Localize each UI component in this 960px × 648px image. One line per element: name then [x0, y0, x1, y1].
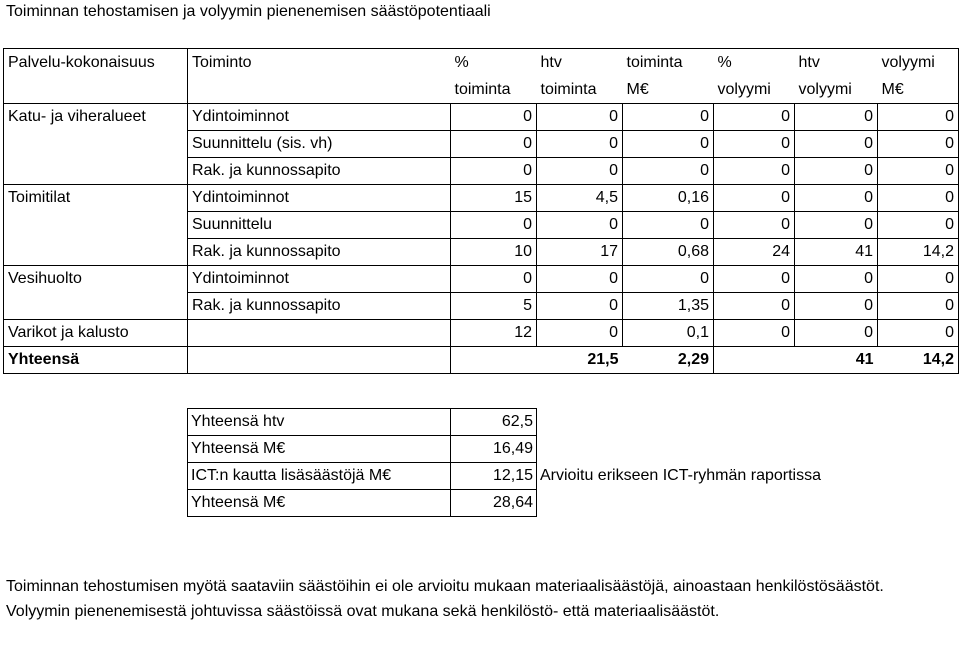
value-cell: 0 [623, 158, 714, 185]
summary-row [188, 409, 897, 436]
summary-note [537, 409, 897, 436]
value-cell: 0 [537, 212, 623, 239]
total-cell: 2,29 [623, 347, 714, 374]
summary-label: Yhteensä M€ [188, 436, 451, 463]
service-area-cell: Toimitilat [4, 185, 188, 212]
total-cell [714, 347, 795, 374]
value-cell: 0 [878, 104, 959, 131]
table-row [4, 239, 959, 266]
table-header-row [4, 49, 959, 77]
value-cell: 0 [878, 158, 959, 185]
value-cell: 0 [878, 212, 959, 239]
total-cell [188, 347, 451, 374]
total-cell [451, 347, 537, 374]
table-row [4, 104, 959, 131]
value-cell: 14,2 [878, 239, 959, 266]
summary-row [188, 463, 897, 490]
service-area-cell: Varikot ja kalusto [4, 320, 188, 347]
summary-note [537, 436, 897, 463]
value-cell: 0 [714, 185, 795, 212]
footnote: Toiminnan tehostumisen myötä saataviin säästöihin ei ole arvioitu mukaan materiaalisäästöjä, ainoastaan henkilöstösäästöt. Volyymin pienenemisestä johtuvissa säästöissä ovat mukana sekä henkilöstö- että materiaalisäästöt. [6, 578, 884, 620]
value-cell: 0 [878, 131, 959, 158]
value-cell: 0,1 [623, 320, 714, 347]
value-cell: 0 [537, 158, 623, 185]
summary-value: 62,5 [451, 409, 537, 436]
function-cell: Suunnittelu (sis. vh) [188, 131, 451, 158]
function-cell: Ydintoiminnot [188, 185, 451, 212]
column-header [188, 76, 451, 104]
function-cell: Rak. ja kunnossapito [188, 158, 451, 185]
column-header: Toiminto [188, 49, 451, 77]
service-area-cell [4, 212, 188, 239]
value-cell: 0 [714, 158, 795, 185]
table-row [4, 185, 959, 212]
value-cell: 0 [795, 185, 878, 212]
column-header: htv [795, 49, 878, 77]
column-header: % [714, 49, 795, 77]
column-header: toiminta [537, 76, 623, 104]
value-cell: 0,16 [623, 185, 714, 212]
column-header: volyymi [714, 76, 795, 104]
function-cell: Suunnittelu [188, 212, 451, 239]
value-cell: 0 [537, 266, 623, 293]
value-cell: 0,68 [623, 239, 714, 266]
service-area-cell [4, 158, 188, 185]
value-cell: 0 [451, 266, 537, 293]
table-header-row [4, 76, 959, 104]
value-cell: 0 [451, 131, 537, 158]
value-cell: 15 [451, 185, 537, 212]
value-cell: 0 [623, 104, 714, 131]
column-header [4, 76, 188, 104]
total-cell: 21,5 [537, 347, 623, 374]
value-cell: 0 [878, 293, 959, 320]
value-cell: 0 [451, 212, 537, 239]
table-row [4, 212, 959, 239]
column-header: M€ [623, 76, 714, 104]
summary-note [537, 490, 897, 517]
value-cell: 12 [451, 320, 537, 347]
value-cell: 0 [714, 293, 795, 320]
function-cell [188, 320, 451, 347]
value-cell: 0 [623, 212, 714, 239]
summary-table [187, 408, 897, 517]
value-cell: 0 [795, 212, 878, 239]
function-cell: Rak. ja kunnossapito [188, 239, 451, 266]
value-cell: 0 [795, 158, 878, 185]
summary-value: 12,15 [451, 463, 537, 490]
value-cell: 5 [451, 293, 537, 320]
value-cell: 0 [714, 212, 795, 239]
value-cell: 1,35 [623, 293, 714, 320]
summary-label: Yhteensä htv [188, 409, 451, 436]
function-cell: Rak. ja kunnossapito [188, 293, 451, 320]
value-cell: 0 [537, 131, 623, 158]
value-cell: 0 [878, 320, 959, 347]
value-cell: 0 [537, 104, 623, 131]
value-cell: 0 [714, 320, 795, 347]
value-cell: 0 [878, 185, 959, 212]
table-row [4, 293, 959, 320]
service-area-cell: Vesihuolto [4, 266, 188, 293]
column-header: M€ [878, 76, 959, 104]
value-cell: 4,5 [537, 185, 623, 212]
page-title: Toiminnan tehostamisen ja volyymin pienenemisen säästöpotentiaali [6, 3, 491, 20]
table-row [4, 131, 959, 158]
value-cell: 0 [795, 104, 878, 131]
total-cell: 41 [795, 347, 878, 374]
value-cell: 41 [795, 239, 878, 266]
summary-note: Arvioitu erikseen ICT-ryhmän raportissa [540, 467, 821, 484]
service-area-cell [4, 131, 188, 158]
table-row [4, 320, 959, 347]
summary-value: 16,49 [451, 436, 537, 463]
function-cell: Ydintoiminnot [188, 266, 451, 293]
column-header: Palvelu-kokonaisuus [4, 49, 188, 77]
value-cell: 0 [878, 266, 959, 293]
service-area-cell: Katu- ja viheralueet [4, 104, 188, 131]
summary-row [188, 436, 897, 463]
total-cell: Yhteensä [4, 347, 188, 374]
value-cell: 17 [537, 239, 623, 266]
column-header: volyymi [878, 49, 959, 77]
column-header: volyymi [795, 76, 878, 104]
value-cell: 10 [451, 239, 537, 266]
value-cell: 0 [714, 131, 795, 158]
value-cell: 0 [795, 293, 878, 320]
function-cell: Ydintoiminnot [188, 104, 451, 131]
value-cell: 0 [451, 104, 537, 131]
column-header: toiminta [623, 49, 714, 77]
total-cell: 14,2 [878, 347, 959, 374]
summary-label: ICT:n kautta lisäsäästöjä M€ [188, 463, 451, 490]
column-header: toiminta [451, 76, 537, 104]
value-cell: 0 [451, 158, 537, 185]
summary-row [188, 490, 897, 517]
table-row [4, 266, 959, 293]
service-area-cell [4, 293, 188, 320]
value-cell: 0 [537, 320, 623, 347]
service-area-cell [4, 239, 188, 266]
value-cell: 0 [714, 266, 795, 293]
total-row [4, 347, 959, 374]
summary-label: Yhteensä M€ [188, 490, 451, 517]
value-cell: 24 [714, 239, 795, 266]
value-cell: 0 [795, 131, 878, 158]
value-cell: 0 [714, 104, 795, 131]
column-header: % [451, 49, 537, 77]
value-cell: 0 [623, 266, 714, 293]
savings-table [3, 48, 959, 374]
value-cell: 0 [795, 266, 878, 293]
column-header: htv [537, 49, 623, 77]
value-cell: 0 [537, 293, 623, 320]
summary-value: 28,64 [451, 490, 537, 517]
value-cell: 0 [795, 320, 878, 347]
value-cell: 0 [623, 131, 714, 158]
table-row [4, 158, 959, 185]
